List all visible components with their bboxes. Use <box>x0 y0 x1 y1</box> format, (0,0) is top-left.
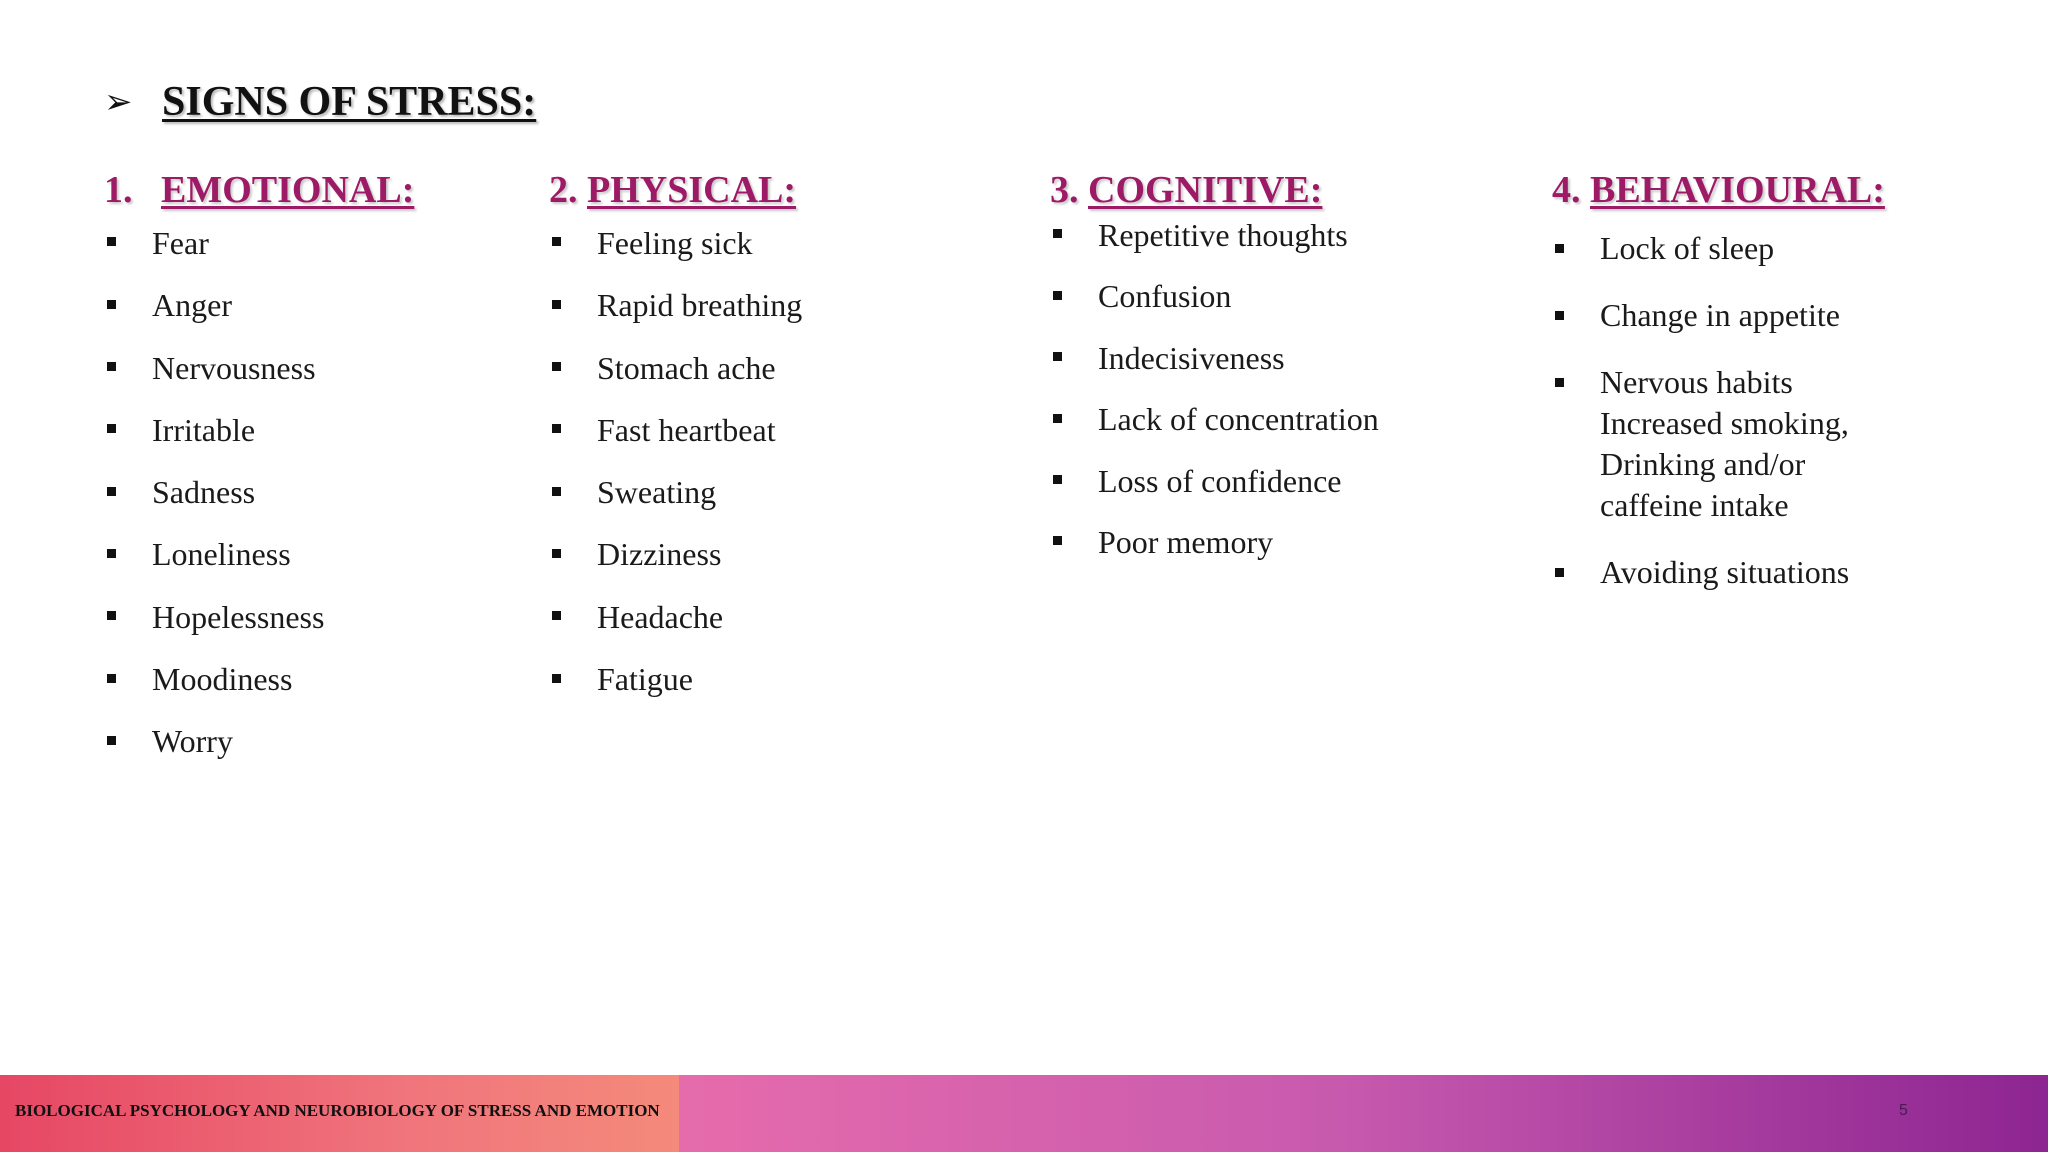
square-bullet-icon <box>107 611 116 620</box>
list-item-text-line: caffeine intake <box>1600 487 1789 523</box>
square-bullet-icon <box>552 611 561 620</box>
list-item-text: Confusion <box>1098 278 1232 315</box>
list-item-text: Repetitive thoughts <box>1098 217 1348 253</box>
list-item <box>549 286 802 348</box>
list-item-text: Change in appetite <box>1600 297 1840 333</box>
square-bullet-icon <box>1053 475 1062 484</box>
page-number: 5 <box>1899 1102 1908 1119</box>
column-behavioural <box>1552 168 1885 619</box>
list-item-text: Fatigue <box>597 661 693 698</box>
heading-number: 3. <box>1050 169 1079 211</box>
heading-text: BEHAVIOURAL: <box>1590 169 1885 211</box>
column-physical <box>549 168 802 722</box>
bullet-list <box>104 224 414 785</box>
list-item <box>1050 400 1379 461</box>
square-bullet-icon <box>107 362 116 371</box>
list-item-text: Headache <box>597 598 724 635</box>
square-bullet-icon <box>107 487 116 496</box>
square-bullet-icon <box>107 674 116 683</box>
list-item <box>104 411 414 473</box>
list-item-text: Sweating <box>597 474 717 511</box>
column-heading <box>104 168 414 212</box>
footer-bar <box>0 1075 2048 1152</box>
list-item <box>549 598 802 660</box>
list-item <box>549 411 802 473</box>
column-emotional <box>104 168 414 785</box>
square-bullet-icon <box>1053 352 1062 361</box>
list-item <box>104 349 414 411</box>
square-bullet-icon <box>1555 568 1564 577</box>
footer-title-block <box>0 1075 679 1152</box>
square-bullet-icon <box>552 237 561 246</box>
heading-text: PHYSICAL: <box>587 169 797 211</box>
list-item <box>1050 462 1379 523</box>
list-item-text: Fast heartbeat <box>597 411 776 448</box>
square-bullet-icon <box>107 424 116 433</box>
list-item-text: Fear <box>152 225 209 261</box>
list-item-text: Sadness <box>152 474 256 511</box>
list-item <box>1552 552 1885 593</box>
list-item <box>549 224 802 286</box>
square-bullet-icon <box>107 736 116 745</box>
list-item <box>104 660 414 722</box>
list-item <box>1050 339 1379 400</box>
list-item <box>1050 277 1379 338</box>
list-item <box>104 722 414 784</box>
list-item-text: Anger <box>152 287 232 324</box>
list-item-text: Lock of sleep <box>1600 230 1775 266</box>
bullet-list <box>549 224 802 722</box>
square-bullet-icon <box>1053 414 1062 423</box>
square-bullet-icon <box>552 674 561 683</box>
column-cognitive <box>1050 168 1379 584</box>
list-item <box>549 473 802 535</box>
square-bullet-icon <box>1555 244 1564 253</box>
square-bullet-icon <box>552 424 561 433</box>
list-item <box>104 286 414 348</box>
square-bullet-icon <box>107 237 116 246</box>
list-item-text: Hopelessness <box>152 598 325 635</box>
list-item <box>104 473 414 535</box>
list-item-text: Nervousness <box>152 349 316 386</box>
list-item <box>1552 295 1885 336</box>
square-bullet-icon <box>1555 378 1564 387</box>
heading-text: COGNITIVE: <box>1088 169 1323 211</box>
list-item-text: Worry <box>152 723 233 760</box>
list-item-text: Dizziness <box>597 536 722 573</box>
list-item-text: Irritable <box>152 411 256 448</box>
list-item-text: Poor memory <box>1098 523 1274 560</box>
square-bullet-icon <box>107 300 116 309</box>
list-item <box>104 598 414 660</box>
list-item-text: Avoiding situations <box>1600 554 1850 590</box>
column-heading <box>549 168 802 212</box>
list-item <box>104 535 414 597</box>
list-item-text: Stomach ache <box>597 349 776 386</box>
list-item <box>1050 216 1379 277</box>
list-item-text: Feeling sick <box>597 225 753 261</box>
square-bullet-icon <box>1555 311 1564 320</box>
column-heading <box>1552 168 1885 212</box>
square-bullet-icon <box>1053 291 1062 300</box>
list-item-text: Loss of confidence <box>1098 462 1342 499</box>
footer-title: BIOLOGICAL PSYCHOLOGY AND NEUROBIOLOGY OF STRESS AND EMOTION <box>15 1101 660 1120</box>
square-bullet-icon <box>552 300 561 309</box>
list-item <box>1050 523 1379 584</box>
list-item-text-line: Drinking and/or <box>1600 446 1806 482</box>
list-item-text-line: Nervous habits <box>1600 364 1793 400</box>
slide-title <box>104 78 536 126</box>
square-bullet-icon <box>1053 536 1062 545</box>
list-item <box>549 535 802 597</box>
list-item <box>1552 228 1885 269</box>
list-item <box>549 660 802 722</box>
list-item-text: Rapid breathing <box>597 287 803 324</box>
slide-title-text: SIGNS OF STRESS: <box>162 79 537 125</box>
heading-text: EMOTIONAL: <box>161 169 415 211</box>
list-item <box>549 349 802 411</box>
list-item-text: Loneliness <box>152 536 291 573</box>
arrow-bullet-icon: ➢ <box>104 82 133 122</box>
list-item-text: Moodiness <box>152 661 293 698</box>
square-bullet-icon <box>107 549 116 558</box>
column-heading <box>1050 168 1379 212</box>
heading-number: 2. <box>549 169 578 211</box>
square-bullet-icon <box>552 549 561 558</box>
list-item-text: Lack of concentration <box>1098 401 1379 438</box>
square-bullet-icon <box>552 362 561 371</box>
list-item <box>104 224 414 286</box>
list-item-text-line: Increased smoking, <box>1600 405 1849 441</box>
list-item-text: Indecisiveness <box>1098 339 1285 376</box>
bullet-list <box>1552 228 1885 593</box>
heading-number: 1. <box>104 169 133 211</box>
square-bullet-icon <box>1053 229 1062 238</box>
bullet-list <box>1050 216 1379 584</box>
heading-number: 4. <box>1552 169 1581 211</box>
square-bullet-icon <box>552 487 561 496</box>
list-item <box>1552 362 1885 526</box>
